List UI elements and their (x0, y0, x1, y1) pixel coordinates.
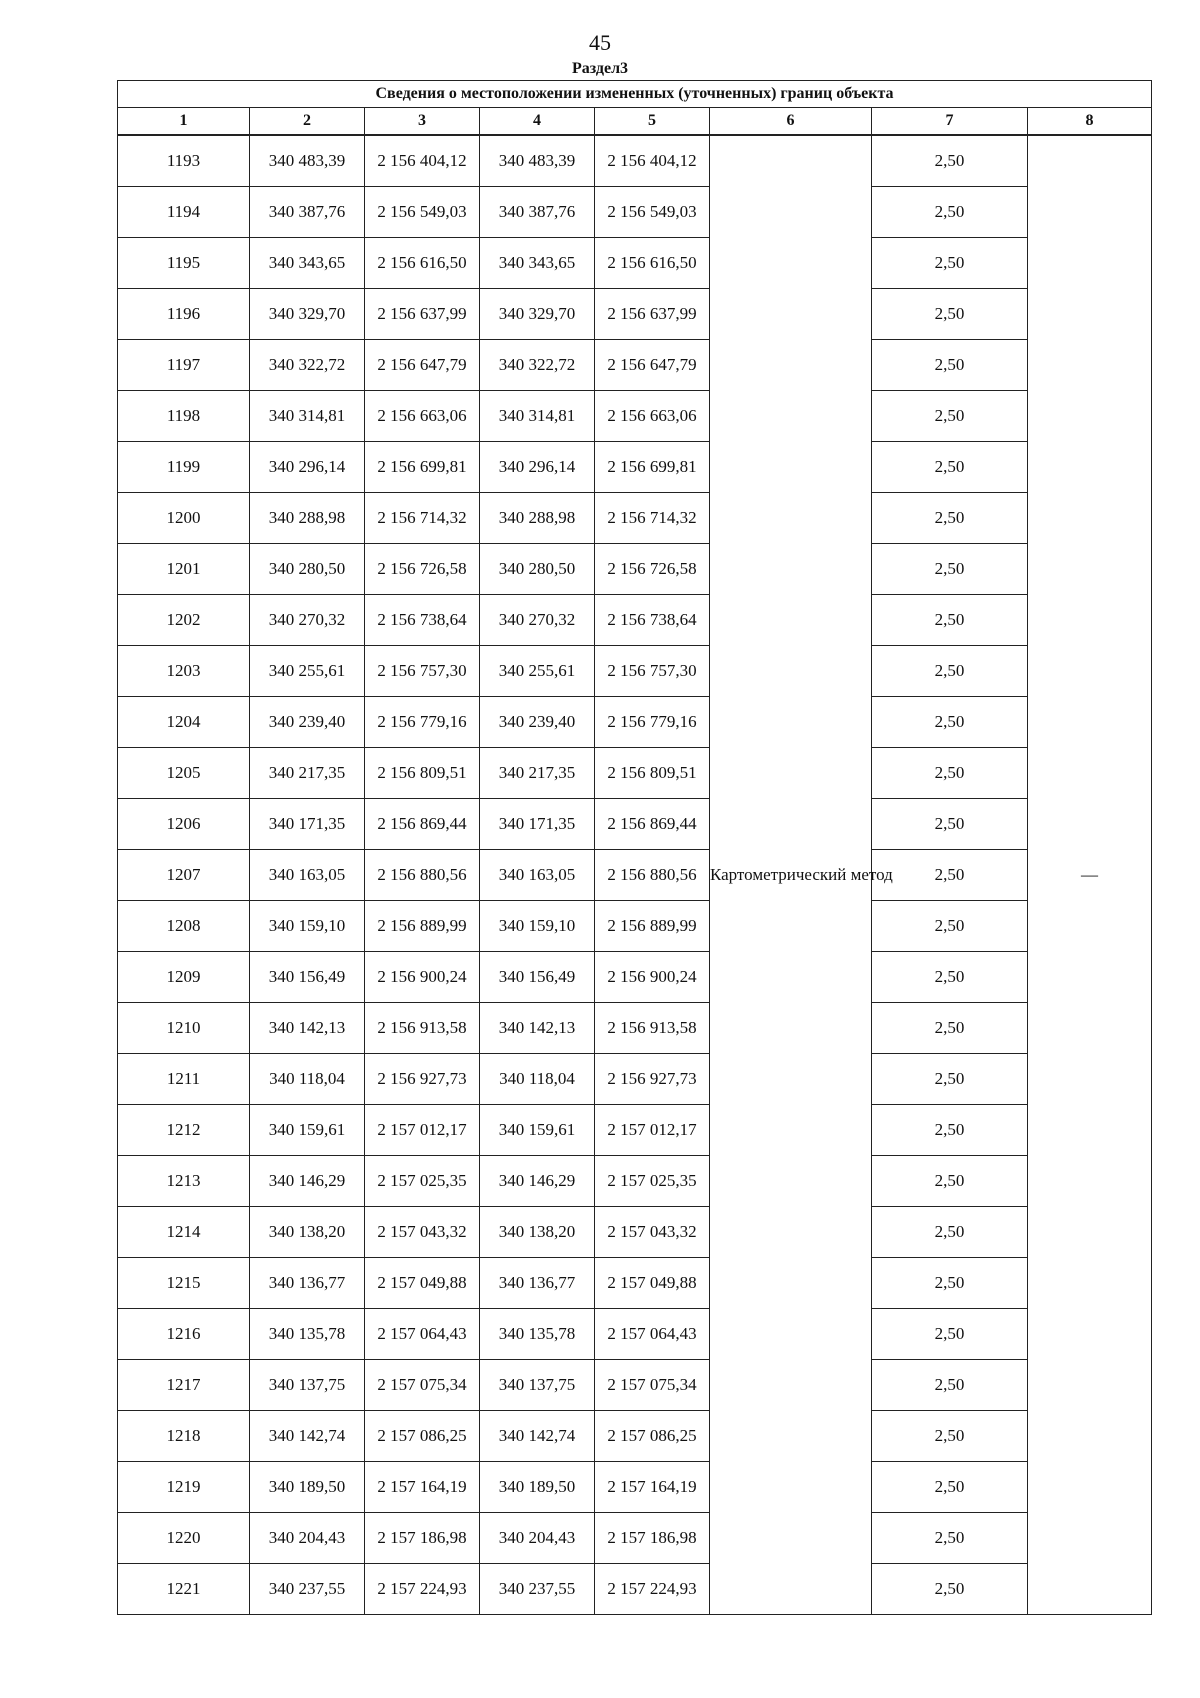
y-refined-cell: 2 156 647,79 (595, 340, 710, 391)
point-number-cell: 1211 (118, 1054, 250, 1105)
x-existing-cell: 340 137,75 (250, 1360, 365, 1411)
y-existing-cell: 2 157 064,43 (365, 1309, 480, 1360)
table-row (118, 1360, 1152, 1411)
point-number-cell: 1210 (118, 1003, 250, 1054)
precision-cell: 2,50 (872, 1105, 1028, 1156)
point-number-cell: 1196 (118, 289, 250, 340)
table-row (118, 493, 1152, 544)
table-row (118, 1207, 1152, 1258)
y-existing-cell: 2 156 404,12 (365, 135, 480, 187)
y-existing-cell: 2 157 164,19 (365, 1462, 480, 1513)
precision-cell: 2,50 (872, 1564, 1028, 1615)
point-number-cell: 1193 (118, 135, 250, 187)
x-refined-cell: 340 137,75 (480, 1360, 595, 1411)
precision-cell: 2,50 (872, 544, 1028, 595)
x-refined-cell: 340 239,40 (480, 697, 595, 748)
x-existing-cell: 340 343,65 (250, 238, 365, 289)
y-existing-cell: 2 157 075,34 (365, 1360, 480, 1411)
table-row (118, 697, 1152, 748)
y-refined-cell: 2 156 663,06 (595, 391, 710, 442)
table-row (118, 1411, 1152, 1462)
y-refined-cell: 2 156 900,24 (595, 952, 710, 1003)
y-existing-cell: 2 157 186,98 (365, 1513, 480, 1564)
x-existing-cell: 340 322,72 (250, 340, 365, 391)
y-refined-cell: 2 156 726,58 (595, 544, 710, 595)
y-existing-cell: 2 157 049,88 (365, 1258, 480, 1309)
table-row (118, 799, 1152, 850)
x-refined-cell: 340 217,35 (480, 748, 595, 799)
table-row (118, 187, 1152, 238)
x-refined-cell: 340 171,35 (480, 799, 595, 850)
table-row (118, 442, 1152, 493)
y-refined-cell: 2 157 075,34 (595, 1360, 710, 1411)
column-number: 4 (480, 108, 595, 136)
column-number-row (118, 108, 1152, 136)
y-existing-cell: 2 156 927,73 (365, 1054, 480, 1105)
y-refined-cell: 2 156 549,03 (595, 187, 710, 238)
point-number-cell: 1208 (118, 901, 250, 952)
y-existing-cell: 2 156 663,06 (365, 391, 480, 442)
y-refined-cell: 2 157 043,32 (595, 1207, 710, 1258)
x-refined-cell: 340 159,61 (480, 1105, 595, 1156)
table-row (118, 1156, 1152, 1207)
point-number-cell: 1207 (118, 850, 250, 901)
y-refined-cell: 2 157 224,93 (595, 1564, 710, 1615)
column-number: 1 (118, 108, 250, 136)
y-existing-cell: 2 156 714,32 (365, 493, 480, 544)
x-existing-cell: 340 189,50 (250, 1462, 365, 1513)
x-refined-cell: 340 146,29 (480, 1156, 595, 1207)
precision-cell: 2,50 (872, 697, 1028, 748)
page-number: 45 (589, 30, 611, 55)
x-existing-cell: 340 255,61 (250, 646, 365, 697)
precision-cell: 2,50 (872, 1309, 1028, 1360)
x-existing-cell: 340 146,29 (250, 1156, 365, 1207)
table-body (118, 135, 1152, 1615)
table-row (118, 1462, 1152, 1513)
section-title: Раздел3 (571, 60, 629, 77)
x-refined-cell: 340 159,10 (480, 901, 595, 952)
x-refined-cell: 340 118,04 (480, 1054, 595, 1105)
y-existing-cell: 2 157 025,35 (365, 1156, 480, 1207)
table-row (118, 1258, 1152, 1309)
x-existing-cell: 340 163,05 (250, 850, 365, 901)
x-refined-cell: 340 138,20 (480, 1207, 595, 1258)
table-row (118, 391, 1152, 442)
x-refined-cell: 340 314,81 (480, 391, 595, 442)
point-number-cell: 1218 (118, 1411, 250, 1462)
x-refined-cell: 340 483,39 (480, 135, 595, 187)
table-row (118, 748, 1152, 799)
precision-cell: 2,50 (872, 238, 1028, 289)
x-refined-cell: 340 204,43 (480, 1513, 595, 1564)
x-existing-cell: 340 159,10 (250, 901, 365, 952)
precision-cell: 2,50 (872, 1003, 1028, 1054)
table-row (118, 850, 1152, 901)
y-existing-cell: 2 157 224,93 (365, 1564, 480, 1615)
y-existing-cell: 2 156 637,99 (365, 289, 480, 340)
x-existing-cell: 340 329,70 (250, 289, 365, 340)
table-caption: Сведения о местоположении измененных (уточненных) границ объекта (118, 81, 1152, 108)
y-existing-cell: 2 156 900,24 (365, 952, 480, 1003)
y-refined-cell: 2 156 714,32 (595, 493, 710, 544)
table-row (118, 1309, 1152, 1360)
y-existing-cell: 2 156 757,30 (365, 646, 480, 697)
y-existing-cell: 2 156 869,44 (365, 799, 480, 850)
x-refined-cell: 340 387,76 (480, 187, 595, 238)
precision-cell: 2,50 (872, 1462, 1028, 1513)
precision-cell: 2,50 (872, 1054, 1028, 1105)
precision-cell: 2,50 (872, 748, 1028, 799)
point-number-cell: 1220 (118, 1513, 250, 1564)
point-number-cell: 1199 (118, 442, 250, 493)
precision-cell: 2,50 (872, 340, 1028, 391)
y-refined-cell: 2 156 869,44 (595, 799, 710, 850)
x-existing-cell: 340 239,40 (250, 697, 365, 748)
table-row (118, 1105, 1152, 1156)
table-row (118, 238, 1152, 289)
y-refined-cell: 2 156 913,58 (595, 1003, 710, 1054)
column-number: 3 (365, 108, 480, 136)
x-existing-cell: 340 138,20 (250, 1207, 365, 1258)
y-refined-cell: 2 157 086,25 (595, 1411, 710, 1462)
precision-cell: 2,50 (872, 901, 1028, 952)
precision-cell: 2,50 (872, 442, 1028, 493)
precision-cell: 2,50 (872, 1411, 1028, 1462)
y-existing-cell: 2 156 549,03 (365, 187, 480, 238)
precision-cell: 2,50 (872, 187, 1028, 238)
point-number-cell: 1195 (118, 238, 250, 289)
table-row (118, 952, 1152, 1003)
x-existing-cell: 340 217,35 (250, 748, 365, 799)
x-refined-cell: 340 136,77 (480, 1258, 595, 1309)
x-refined-cell: 340 163,05 (480, 850, 595, 901)
y-refined-cell: 2 156 809,51 (595, 748, 710, 799)
y-refined-cell: 2 156 779,16 (595, 697, 710, 748)
table-row (118, 289, 1152, 340)
y-refined-cell: 2 157 186,98 (595, 1513, 710, 1564)
point-number-cell: 1204 (118, 697, 250, 748)
x-refined-cell: 340 156,49 (480, 952, 595, 1003)
table-row (118, 646, 1152, 697)
table-row (118, 1054, 1152, 1105)
point-number-cell: 1216 (118, 1309, 250, 1360)
y-existing-cell: 2 156 699,81 (365, 442, 480, 493)
y-refined-cell: 2 157 012,17 (595, 1105, 710, 1156)
x-existing-cell: 340 296,14 (250, 442, 365, 493)
point-number-cell: 1214 (118, 1207, 250, 1258)
precision-cell: 2,50 (872, 850, 1028, 901)
column-number: 6 (710, 108, 872, 136)
precision-cell: 2,50 (872, 1360, 1028, 1411)
x-existing-cell: 340 159,61 (250, 1105, 365, 1156)
point-number-cell: 1213 (118, 1156, 250, 1207)
y-refined-cell: 2 156 927,73 (595, 1054, 710, 1105)
precision-cell: 2,50 (872, 135, 1028, 187)
y-existing-cell: 2 156 889,99 (365, 901, 480, 952)
y-existing-cell: 2 156 809,51 (365, 748, 480, 799)
precision-cell: 2,50 (872, 646, 1028, 697)
point-number-cell: 1203 (118, 646, 250, 697)
y-refined-cell: 2 156 637,99 (595, 289, 710, 340)
x-existing-cell: 340 156,49 (250, 952, 365, 1003)
x-existing-cell: 340 136,77 (250, 1258, 365, 1309)
coordinates-table (117, 80, 1152, 1615)
x-existing-cell: 340 118,04 (250, 1054, 365, 1105)
method-cell: Картометрический метод (710, 135, 872, 1615)
y-existing-cell: 2 156 647,79 (365, 340, 480, 391)
x-refined-cell: 340 270,32 (480, 595, 595, 646)
table-row (118, 135, 1152, 187)
x-existing-cell: 340 314,81 (250, 391, 365, 442)
point-number-cell: 1205 (118, 748, 250, 799)
y-existing-cell: 2 157 012,17 (365, 1105, 480, 1156)
y-existing-cell: 2 156 616,50 (365, 238, 480, 289)
y-refined-cell: 2 156 889,99 (595, 901, 710, 952)
x-refined-cell: 340 288,98 (480, 493, 595, 544)
point-number-cell: 1219 (118, 1462, 250, 1513)
column-number: 7 (872, 108, 1028, 136)
x-refined-cell: 340 135,78 (480, 1309, 595, 1360)
x-refined-cell: 340 322,72 (480, 340, 595, 391)
x-refined-cell: 340 142,74 (480, 1411, 595, 1462)
point-number-cell: 1198 (118, 391, 250, 442)
x-existing-cell: 340 135,78 (250, 1309, 365, 1360)
point-number-cell: 1209 (118, 952, 250, 1003)
precision-cell: 2,50 (872, 595, 1028, 646)
point-number-cell: 1221 (118, 1564, 250, 1615)
precision-cell: 2,50 (872, 1156, 1028, 1207)
x-refined-cell: 340 255,61 (480, 646, 595, 697)
point-number-cell: 1194 (118, 187, 250, 238)
x-existing-cell: 340 270,32 (250, 595, 365, 646)
column-number: 2 (250, 108, 365, 136)
x-existing-cell: 340 288,98 (250, 493, 365, 544)
x-refined-cell: 340 296,14 (480, 442, 595, 493)
point-number-cell: 1212 (118, 1105, 250, 1156)
y-refined-cell: 2 156 404,12 (595, 135, 710, 187)
y-refined-cell: 2 156 757,30 (595, 646, 710, 697)
y-refined-cell: 2 156 699,81 (595, 442, 710, 493)
y-refined-cell: 2 157 064,43 (595, 1309, 710, 1360)
y-existing-cell: 2 157 043,32 (365, 1207, 480, 1258)
y-refined-cell: 2 157 025,35 (595, 1156, 710, 1207)
x-refined-cell: 340 189,50 (480, 1462, 595, 1513)
table-row (118, 1003, 1152, 1054)
point-number-cell: 1201 (118, 544, 250, 595)
x-existing-cell: 340 280,50 (250, 544, 365, 595)
table-row (118, 901, 1152, 952)
y-refined-cell: 2 156 616,50 (595, 238, 710, 289)
table-row (118, 595, 1152, 646)
precision-cell: 2,50 (872, 1513, 1028, 1564)
point-number-cell: 1206 (118, 799, 250, 850)
y-refined-cell: 2 157 049,88 (595, 1258, 710, 1309)
y-existing-cell: 2 156 738,64 (365, 595, 480, 646)
x-existing-cell: 340 483,39 (250, 135, 365, 187)
point-number-cell: 1217 (118, 1360, 250, 1411)
x-existing-cell: 340 142,74 (250, 1411, 365, 1462)
x-refined-cell: 340 329,70 (480, 289, 595, 340)
y-refined-cell: 2 156 738,64 (595, 595, 710, 646)
table-row (118, 1564, 1152, 1615)
column-number: 8 (1028, 108, 1152, 136)
x-existing-cell: 340 387,76 (250, 187, 365, 238)
y-existing-cell: 2 156 880,56 (365, 850, 480, 901)
x-existing-cell: 340 204,43 (250, 1513, 365, 1564)
x-refined-cell: 340 280,50 (480, 544, 595, 595)
precision-cell: 2,50 (872, 799, 1028, 850)
x-refined-cell: 340 343,65 (480, 238, 595, 289)
y-existing-cell: 2 156 726,58 (365, 544, 480, 595)
x-existing-cell: 340 237,55 (250, 1564, 365, 1615)
y-existing-cell: 2 156 779,16 (365, 697, 480, 748)
point-number-cell: 1197 (118, 340, 250, 391)
precision-cell: 2,50 (872, 952, 1028, 1003)
precision-cell: 2,50 (872, 493, 1028, 544)
table-row (118, 544, 1152, 595)
point-number-cell: 1200 (118, 493, 250, 544)
point-number-cell: 1202 (118, 595, 250, 646)
table-row (118, 1513, 1152, 1564)
precision-cell: 2,50 (872, 391, 1028, 442)
x-refined-cell: 340 237,55 (480, 1564, 595, 1615)
y-refined-cell: 2 156 880,56 (595, 850, 710, 901)
y-existing-cell: 2 156 913,58 (365, 1003, 480, 1054)
table-row (118, 340, 1152, 391)
x-existing-cell: 340 142,13 (250, 1003, 365, 1054)
precision-cell: 2,50 (872, 289, 1028, 340)
precision-cell: 2,50 (872, 1207, 1028, 1258)
y-refined-cell: 2 157 164,19 (595, 1462, 710, 1513)
y-existing-cell: 2 157 086,25 (365, 1411, 480, 1462)
column8-cell: — (1028, 135, 1152, 1615)
x-refined-cell: 340 142,13 (480, 1003, 595, 1054)
precision-cell: 2,50 (872, 1258, 1028, 1309)
x-existing-cell: 340 171,35 (250, 799, 365, 850)
point-number-cell: 1215 (118, 1258, 250, 1309)
column-number: 5 (595, 108, 710, 136)
